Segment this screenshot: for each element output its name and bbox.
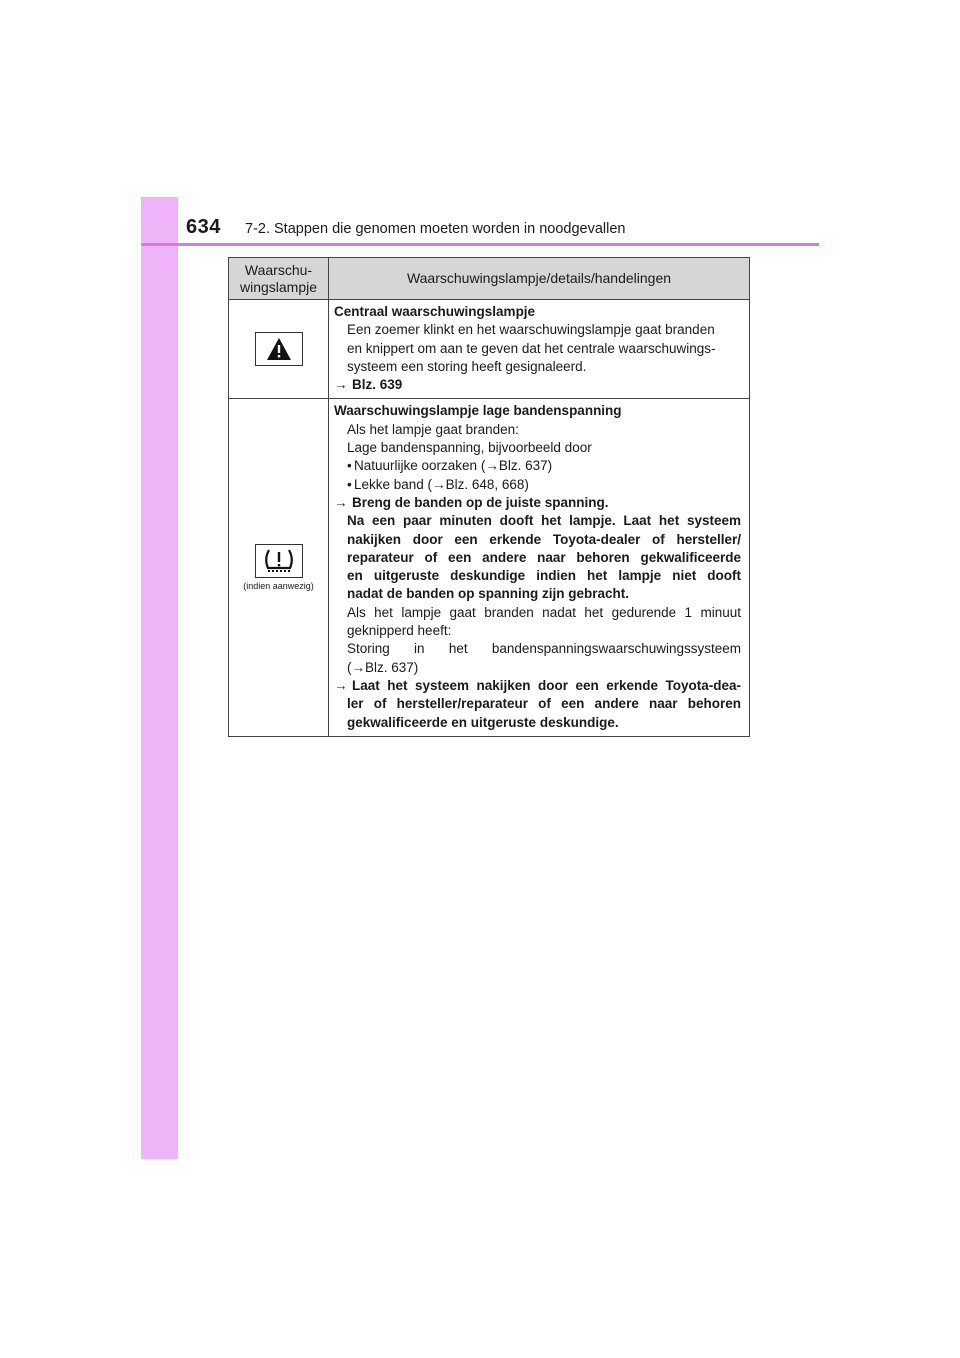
arrow-icon: →	[334, 677, 348, 693]
tire-pressure-warning-icon	[255, 544, 303, 578]
section-title: 7-2. Stappen die genomen moeten worden in noodgevallen	[245, 221, 626, 237]
body-line: Als het lampje gaat branden:	[347, 421, 519, 437]
reference-text: (	[347, 659, 352, 675]
bullet-text: Lekke band (	[354, 476, 433, 492]
bullet-item	[334, 457, 741, 475]
action-text: Laat het systeem nakijken door een erkende Toyota-dea-	[352, 677, 741, 693]
table-header-row	[229, 258, 750, 300]
body-line: gekwalificeerde en uitgeruste deskundige.	[347, 714, 619, 730]
arrow-icon: →	[334, 377, 348, 393]
body-line: Een zoemer klinkt en het waarschuwingslampje gaat branden	[347, 322, 715, 338]
body-line: systeem een storing heeft gesignaleerd.	[347, 358, 587, 374]
body-line: Na een paar minuten dooft het lampje. Laat het systeem	[347, 513, 741, 529]
reference-text: Blz. 639	[352, 377, 403, 393]
body-line: en uitgeruste deskundige indien het lampje niet dooft	[347, 568, 741, 584]
details-cell	[329, 300, 750, 399]
column-header-details: Waarschuwingslampje/details/handelingen	[329, 258, 750, 300]
page-number: 634	[186, 216, 221, 238]
bullet-item	[334, 476, 741, 494]
table-row	[229, 399, 750, 736]
body-line: nadat de banden op spanning zijn gebracht.	[347, 586, 630, 602]
arrow-icon: →	[432, 476, 446, 492]
reference-text: Blz. 637)	[498, 458, 553, 474]
body-line: Lage bandenspanning, bijvoorbeeld door	[347, 440, 592, 456]
warning-light-table	[228, 257, 750, 737]
body-line: nakijken door een erkende Toyota-dealer of hersteller/	[347, 531, 741, 547]
icon-cell	[229, 300, 329, 399]
arrow-icon: →	[485, 458, 499, 474]
reference-text: Blz. 637)	[365, 659, 419, 675]
action-step	[334, 494, 741, 512]
page-reference	[334, 376, 741, 394]
action-text: Breng de banden op de juiste spanning.	[352, 494, 609, 510]
action-step	[334, 677, 741, 695]
arrow-icon: →	[351, 659, 365, 675]
body-line: Als het lampje gaat branden nadat het gedurende 1 minuut	[347, 604, 741, 620]
body-line: ler of hersteller/reparateur of een andere naar behoren	[347, 696, 741, 712]
body-line: en knippert om aan te geven dat het centrale waarschuwings-	[347, 340, 716, 356]
chapter-side-tab	[141, 197, 178, 1159]
body-line: Storing in het bandenspanningswaarschuwingssysteem	[347, 641, 741, 657]
bullet-text: Natuurlijke oorzaken (	[354, 458, 486, 474]
row-title: Centraal waarschuwingslampje	[334, 304, 536, 319]
body-line	[334, 659, 741, 677]
icon-note: (indien aanwezig)	[243, 581, 314, 592]
arrow-icon: →	[334, 494, 348, 510]
master-warning-triangle-icon	[255, 332, 303, 366]
row-title: Waarschuwingslampje lage bandenspanning	[334, 403, 622, 419]
icon-cell	[229, 399, 329, 736]
body-line: reparateur of een andere naar behoren gekwalificeerde	[347, 549, 741, 565]
details-cell	[329, 399, 750, 736]
body-line: geknipperd heeft:	[347, 623, 452, 639]
column-header-warning-light: Waarschu- wingslampje	[229, 258, 329, 300]
reference-text: Blz. 648, 668)	[445, 476, 529, 492]
table-row	[229, 300, 750, 399]
header-divider	[141, 243, 819, 246]
